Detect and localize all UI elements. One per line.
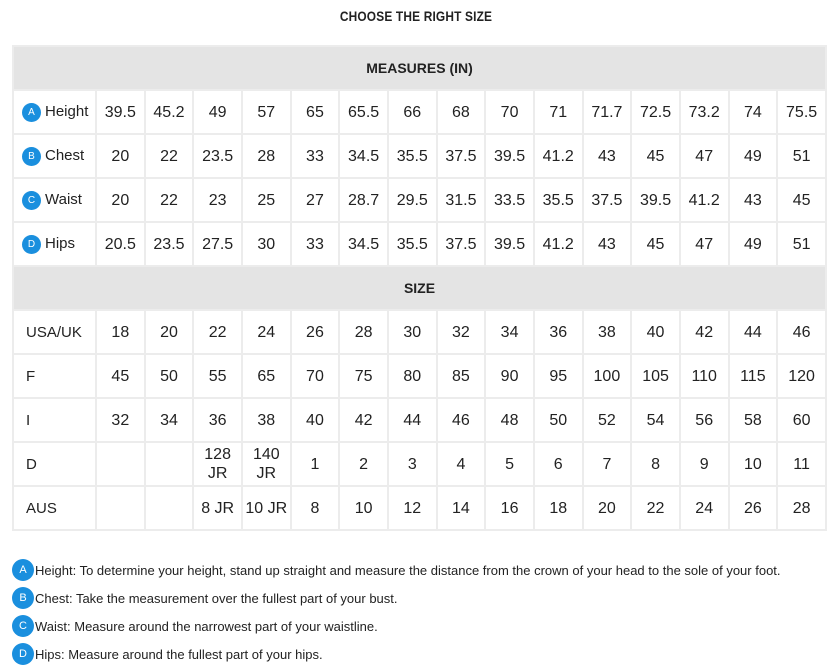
badge-b-icon: B — [22, 147, 41, 166]
cell: 37.5 — [437, 222, 486, 266]
cell: 73.2 — [680, 90, 729, 134]
cell: 65.5 — [339, 90, 388, 134]
cell: 12 — [388, 486, 437, 530]
cell: 90 — [485, 354, 534, 398]
size-chart-table — [12, 45, 827, 531]
cell: 128 JR — [193, 442, 242, 486]
cell: 2 — [339, 442, 388, 486]
cell: 48 — [485, 398, 534, 442]
cell: 31.5 — [437, 178, 486, 222]
cell: 22 — [193, 310, 242, 354]
badge-c-icon: C — [22, 191, 41, 210]
cell: 43 — [583, 134, 632, 178]
cell: 23.5 — [193, 134, 242, 178]
cell: 51 — [777, 134, 826, 178]
cell: 47 — [680, 134, 729, 178]
cell: 33.5 — [485, 178, 534, 222]
cell: 33 — [291, 222, 340, 266]
cell: 25 — [242, 178, 291, 222]
cell: 115 — [729, 354, 778, 398]
cell: 41.2 — [534, 134, 583, 178]
cell: 20 — [145, 310, 194, 354]
cell: 4 — [437, 442, 486, 486]
cell: 39.5 — [485, 222, 534, 266]
cell: 5 — [485, 442, 534, 486]
row-label: D — [13, 442, 96, 486]
cell: 42 — [680, 310, 729, 354]
badge-d-icon: D — [12, 643, 34, 665]
cell: 120 — [777, 354, 826, 398]
cell: 32 — [437, 310, 486, 354]
cell: 70 — [485, 90, 534, 134]
cell: 7 — [583, 442, 632, 486]
cell: 22 — [631, 486, 680, 530]
cell: 20.5 — [96, 222, 145, 266]
cell: 11 — [777, 442, 826, 486]
note-item — [12, 584, 781, 612]
cell: 37.5 — [583, 178, 632, 222]
size-row — [13, 398, 826, 442]
cell: 43 — [729, 178, 778, 222]
cell: 66 — [388, 90, 437, 134]
cell: 51 — [777, 222, 826, 266]
cell: 8 JR — [193, 486, 242, 530]
cell: 57 — [242, 90, 291, 134]
cell: 30 — [388, 310, 437, 354]
page-title: CHOOSE THE RIGHT SIZE — [339, 8, 493, 24]
cell: 29.5 — [388, 178, 437, 222]
cell: 75.5 — [777, 90, 826, 134]
cell: 45.2 — [145, 90, 194, 134]
cell: 1 — [291, 442, 340, 486]
row-label: Chest — [45, 147, 85, 165]
cell: 49 — [193, 90, 242, 134]
badge-c-icon: C — [12, 615, 34, 637]
cell: 71.7 — [583, 90, 632, 134]
cell: 28 — [242, 134, 291, 178]
size-row — [13, 486, 826, 530]
cell: 35.5 — [388, 134, 437, 178]
badge-d-icon: D — [22, 235, 41, 254]
cell: 95 — [534, 354, 583, 398]
cell: 49 — [729, 222, 778, 266]
measure-row — [13, 178, 826, 222]
cell: 24 — [680, 486, 729, 530]
cell: 37.5 — [437, 134, 486, 178]
cell: 55 — [193, 354, 242, 398]
measure-row — [13, 222, 826, 266]
cell: 30 — [242, 222, 291, 266]
cell: 27 — [291, 178, 340, 222]
cell: 60 — [777, 398, 826, 442]
cell: 36 — [193, 398, 242, 442]
cell: 33 — [291, 134, 340, 178]
note-text: Waist: Measure around the narrowest part of your waistline. — [35, 618, 378, 634]
cell: 42 — [339, 398, 388, 442]
cell: 74 — [729, 90, 778, 134]
cell: 40 — [291, 398, 340, 442]
cell: 34 — [145, 398, 194, 442]
note-text: Hips: Measure around the fullest part of your hips. — [35, 646, 323, 662]
cell: 41.2 — [680, 178, 729, 222]
cell: 35.5 — [534, 178, 583, 222]
cell: 54 — [631, 398, 680, 442]
note-item — [12, 556, 781, 584]
badge-b-icon: B — [12, 587, 34, 609]
cell: 44 — [729, 310, 778, 354]
cell: 22 — [145, 178, 194, 222]
row-label: I — [13, 398, 96, 442]
cell: 68 — [437, 90, 486, 134]
cell — [96, 486, 145, 530]
cell: 34 — [485, 310, 534, 354]
measures-header — [13, 46, 826, 90]
size-row — [13, 310, 826, 354]
cell — [96, 442, 145, 486]
cell: 18 — [96, 310, 145, 354]
cell: 105 — [631, 354, 680, 398]
measure-row — [13, 90, 826, 134]
cell: 56 — [680, 398, 729, 442]
cell: 39.5 — [96, 90, 145, 134]
badge-a-icon: A — [12, 559, 34, 581]
row-label: Height — [45, 103, 89, 121]
cell: 44 — [388, 398, 437, 442]
cell: 45 — [96, 354, 145, 398]
cell: 35.5 — [388, 222, 437, 266]
cell: 50 — [534, 398, 583, 442]
cell: 38 — [242, 398, 291, 442]
cell: 65 — [242, 354, 291, 398]
cell: 34.5 — [339, 222, 388, 266]
cell: 38 — [583, 310, 632, 354]
cell: 41.2 — [534, 222, 583, 266]
cell: 32 — [96, 398, 145, 442]
cell: 45 — [777, 178, 826, 222]
size-header — [13, 266, 826, 310]
measurement-notes — [12, 556, 781, 668]
cell: 100 — [583, 354, 632, 398]
row-label: Hips — [45, 235, 76, 253]
row-label: USA/UK — [13, 310, 96, 354]
cell: 9 — [680, 442, 729, 486]
size-row — [13, 442, 826, 486]
cell: 10 JR — [242, 486, 291, 530]
cell: 24 — [242, 310, 291, 354]
cell: 58 — [729, 398, 778, 442]
measures-header-label: MEASURES (IN) — [13, 46, 826, 90]
row-label: F — [13, 354, 96, 398]
note-item — [12, 640, 781, 668]
note-text: Height: To determine your height, stand up straight and measure the distance from the crown of your head to the sole of your foot. — [35, 562, 781, 578]
cell — [145, 442, 194, 486]
cell: 22 — [145, 134, 194, 178]
measure-row — [13, 134, 826, 178]
cell: 26 — [291, 310, 340, 354]
cell: 28 — [339, 310, 388, 354]
cell: 20 — [96, 134, 145, 178]
cell: 52 — [583, 398, 632, 442]
cell: 26 — [729, 486, 778, 530]
cell: 49 — [729, 134, 778, 178]
cell: 45 — [631, 134, 680, 178]
cell: 80 — [388, 354, 437, 398]
cell: 46 — [777, 310, 826, 354]
cell: 72.5 — [631, 90, 680, 134]
cell: 6 — [534, 442, 583, 486]
cell: 14 — [437, 486, 486, 530]
size-header-label: SIZE — [13, 266, 826, 310]
cell: 27.5 — [193, 222, 242, 266]
cell: 28.7 — [339, 178, 388, 222]
cell: 18 — [534, 486, 583, 530]
cell: 28 — [777, 486, 826, 530]
cell: 43 — [583, 222, 632, 266]
cell: 71 — [534, 90, 583, 134]
row-label: Waist — [45, 191, 82, 209]
cell: 36 — [534, 310, 583, 354]
cell: 110 — [680, 354, 729, 398]
cell: 70 — [291, 354, 340, 398]
size-row — [13, 354, 826, 398]
cell: 40 — [631, 310, 680, 354]
cell: 39.5 — [485, 134, 534, 178]
cell: 10 — [339, 486, 388, 530]
cell: 85 — [437, 354, 486, 398]
cell: 20 — [583, 486, 632, 530]
cell: 47 — [680, 222, 729, 266]
cell: 23 — [193, 178, 242, 222]
cell: 16 — [485, 486, 534, 530]
note-text: Chest: Take the measurement over the fullest part of your bust. — [35, 590, 398, 606]
row-label: AUS — [13, 486, 96, 530]
cell: 8 — [291, 486, 340, 530]
cell: 20 — [96, 178, 145, 222]
cell — [145, 486, 194, 530]
cell: 39.5 — [631, 178, 680, 222]
cell: 23.5 — [145, 222, 194, 266]
cell: 46 — [437, 398, 486, 442]
cell: 50 — [145, 354, 194, 398]
badge-a-icon: A — [22, 103, 41, 122]
cell: 8 — [631, 442, 680, 486]
cell: 65 — [291, 90, 340, 134]
cell: 45 — [631, 222, 680, 266]
cell: 3 — [388, 442, 437, 486]
cell: 10 — [729, 442, 778, 486]
note-item — [12, 612, 781, 640]
cell: 140 JR — [242, 442, 291, 486]
cell: 75 — [339, 354, 388, 398]
cell: 34.5 — [339, 134, 388, 178]
